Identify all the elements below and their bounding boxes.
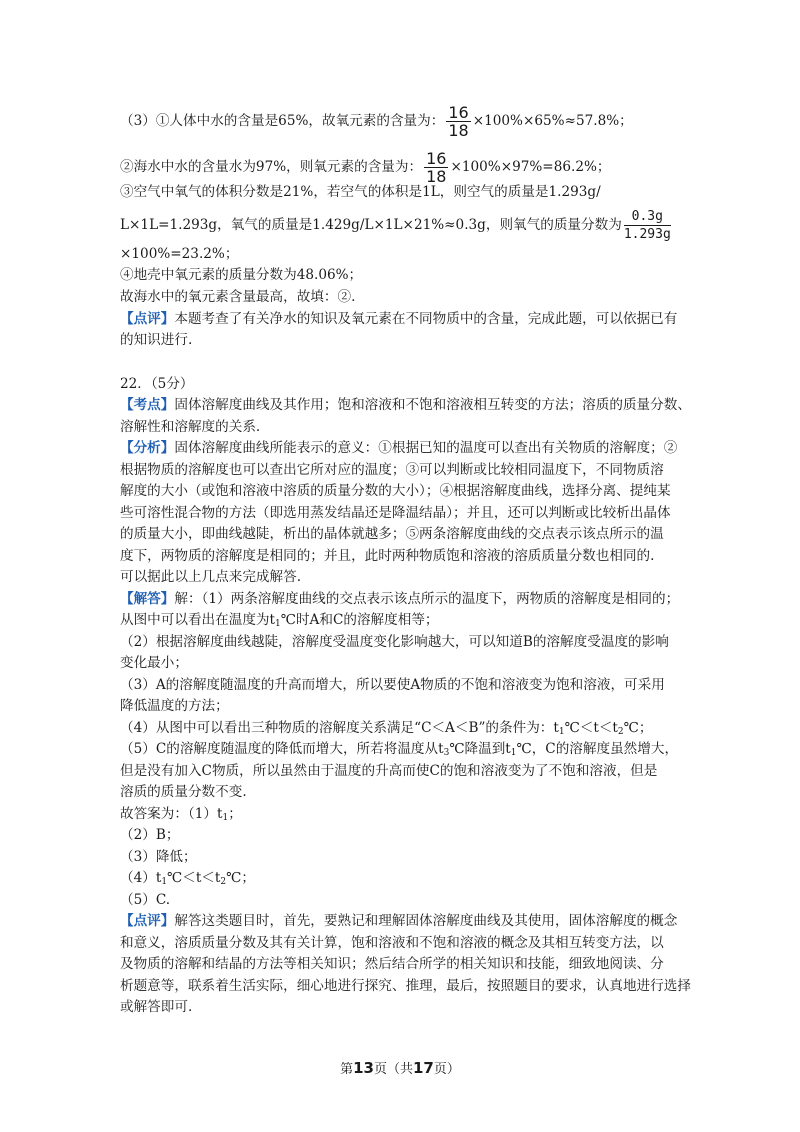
q21-text: （3）①人体中水的含量是65%，故氧元素的含量为： (120, 113, 445, 129)
q22-jieda-l9: 但是没有加入C物质，所以虽然由于温度的升高而使C的饱和溶液变为了不饱和溶液，但是 (120, 763, 658, 779)
q22-review: 【点评】解答这类题目时，首先，要熟记和理解固体溶解度曲线及其使用，固体溶解度的概念 (120, 913, 678, 929)
q22-review-l3: 及物质的溶解和结晶的方法等相关知识；然后结合所学的相关知识和技能，细致地阅读、分 (120, 956, 664, 972)
q22-review-l5: 或解答即可. (120, 999, 193, 1015)
q22-answer-l3: （3）降低； (120, 849, 197, 865)
q21-line-c2 (120, 208, 673, 243)
page-footer: 第13页（共17页） (340, 1059, 460, 1077)
q22-jieda-l2: 从图中可以看出在温度为$t_1℃$时A和C的溶解度相等； (120, 612, 439, 629)
q22-fenxi-l6: 度下，两物质的溶解度是相同的；并且，此时两种物质饱和溶液的溶质质量分数也相同的. (120, 548, 655, 564)
q22-fenxi-l3: 解度的大小（或饱和溶液中溶质的质量分数的大小）；④根据溶解度曲线，选择分离、提纯某 (120, 483, 671, 499)
q22-heading: 22．（5分） (120, 376, 194, 392)
page-total: 17 (413, 1059, 434, 1077)
fenxi-tag: 【分析】 (120, 440, 175, 456)
q21-text: ×100%×97%=86.2%； (450, 159, 611, 175)
q21-text: ②海水中水的含量水为97%，则氧元素的含量为： (120, 159, 423, 175)
q21-line-d: ④地壳中氧元素的质量分数为48.06%； (120, 267, 363, 283)
review-tag: 【点评】 (120, 311, 175, 327)
q22-jieda-l5: （3）A的溶解度随温度的升高而增大，所以要使A物质的不饱和溶液变为饱和溶液，可采用 (120, 677, 665, 693)
q21-line-e: 故海水中的氧元素含量最高，故填：②. (120, 289, 356, 305)
page-number: 13 (353, 1059, 374, 1077)
q21-line-a (120, 104, 633, 139)
q22-kaodian-l2: 溶解性和溶解度的关系. (120, 419, 261, 435)
fraction-16-18: $\frac{16}{18}$ (426, 149, 447, 186)
q22-fenxi: 【分析】固体溶解度曲线所能表示的意义：①根据已知的温度可以查出有关物质的溶解度；② (120, 440, 678, 456)
q22-fenxi-l2: 根据物质的溶解度也可以查出它所对应的温度；③可以判断或比较相同温度下，不同物质溶 (120, 462, 664, 478)
fraction-oxygen-mass: $\frac{0.3g}{1.293g}$ (623, 209, 671, 242)
kaodian-tag: 【考点】 (120, 397, 175, 413)
q22-fenxi-l4: 些可溶性混合物的方法（即选用蒸发结晶还是降温结晶）；并且，还可以判断或比较析出晶体 (120, 505, 671, 521)
fraction-16-18: $\frac{16}{18}$ (448, 103, 469, 140)
q22-answer-l2: （2）B； (120, 827, 180, 843)
q22-jieda-l4: 变化最小； (120, 655, 188, 671)
q22-kaodian: 【考点】固体溶解度曲线及其作用；饱和溶液和不饱和溶液相互转变的方法；溶质的质量分数、 (120, 397, 691, 413)
q21-line-b (120, 150, 610, 185)
q21-review-l2: 的知识进行. (120, 332, 193, 348)
q22-fenxi-l7: 可以据此以上几点来完成解答. (120, 569, 302, 585)
jieda-tag: 【解答】 (120, 591, 175, 607)
q21-text: L×1L=1.293g，氧气的质量是1.429g/L×1L×21%≈0.3g，则氧气的质量分数为 (120, 217, 622, 233)
q22-fenxi-l5: 的质量大小，即曲线越陡，析出的晶体就越多；⑤两条溶解度曲线的交点表示该点所示的温 (120, 526, 664, 542)
q22-answer-l1: 故答案为：$(1)t_1$； (120, 806, 242, 823)
review-tag: 【点评】 (120, 913, 175, 929)
q21-text: ×100%×65%≈57.8%； (472, 113, 633, 129)
q21-line-c1: ③空气中氧气的体积分数是21%，若空气的体积是1L，则空气的质量是1.293g/ (120, 184, 601, 200)
q22-jieda-l6: 降低温度的方法； (120, 698, 229, 714)
q22-answer-l4: $(4)t_1℃<t<t_2℃$； (120, 870, 255, 887)
q21-line-c3: ×100%=23.2%； (120, 246, 239, 262)
q22-answer-l5: （5）C. (120, 892, 171, 908)
q21-review: 【点评】本题考查了有关净水的知识及氧元素在不同物质中的含量，完成此题，可以依据已有 (120, 311, 678, 327)
q22-jieda: 【解答】解：（1）两条溶解度曲线的交点表示该点所示的温度下，两物质的溶解度是相同的； (120, 591, 680, 607)
q22-jieda-l3: （2）根据溶解度曲线越陡，溶解度受温度变化影响越大，可以知道B的溶解度受温度的影响 (120, 634, 669, 650)
q22-jieda-l7: （4）从图中可以看出三种物质的溶解度关系满足“C＜A＜B”的条件为：$t_1℃<t<t_2℃$； (120, 720, 653, 737)
q22-jieda-l10: 溶质的质量分数不变. (120, 784, 247, 800)
q22-jieda-l8: （5）C的溶解度随温度的降低而增大，所若将温度从$t_3℃$降温到$t_1℃$，C的溶解度虽然增大， (120, 741, 679, 758)
q22-review-l2: 和意义，溶质质量分数及其有关计算，饱和溶液和不饱和溶液的概念及其相互转变方法，以 (120, 935, 664, 951)
q22-review-l4: 析题意等，联系着生活实际，细心地进行探究、推理，最后，按照题目的要求，认真地进行选择 (120, 978, 691, 994)
